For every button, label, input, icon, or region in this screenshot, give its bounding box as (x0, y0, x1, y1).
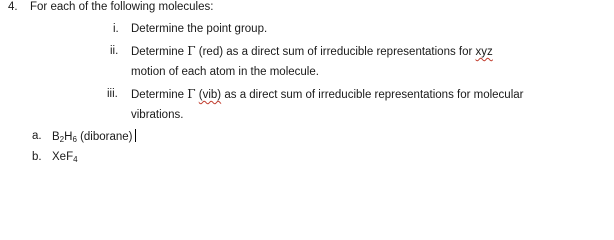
molecule-xef4[interactable] (52, 150, 78, 164)
text-cursor (135, 129, 136, 142)
step-numeral-iii: iii. (107, 88, 118, 100)
formula-xef: XeF (52, 151, 74, 163)
molecule-name: (diborane) (76, 131, 133, 143)
step-numeral-ii: ii. (110, 45, 119, 57)
step-ii-mid: (red) as a direct sum of irreducible representations for (195, 46, 476, 58)
step-ii-prefix: Determine (131, 46, 188, 58)
spellcheck-word-xyz: xyz (475, 46, 493, 58)
formula-b: B (52, 131, 60, 143)
formula-b-subscript: 2 (59, 135, 65, 144)
gamma-symbol: Γ (187, 87, 196, 101)
gamma-symbol: Γ (187, 44, 196, 58)
molecule-letter-a: a. (32, 130, 42, 142)
step-iii-prefix: Determine (131, 89, 188, 101)
step-i-text: Determine the point group. (131, 23, 268, 35)
molecule-diborane[interactable] (52, 129, 136, 144)
formula-xef-subscript: 4 (73, 155, 78, 164)
formula-h: H (64, 131, 73, 143)
question-number: 4. (8, 1, 18, 13)
step-ii-continuation: motion of each atom in the molecule. (131, 66, 319, 78)
step-iii-mid: as a direct sum of irreducible representations for molecular (221, 89, 524, 101)
molecule-letter-b: b. (32, 151, 42, 163)
step-numeral-i: i. (113, 23, 119, 35)
spellcheck-word-vib: (vib) (198, 89, 222, 101)
formula-h-subscript: 6 (72, 135, 77, 144)
step-iii-text (131, 87, 524, 102)
step-ii-text (131, 44, 493, 59)
step-iii-continuation: vibrations. (131, 109, 184, 121)
question-text: For each of the following molecules: (30, 1, 214, 13)
